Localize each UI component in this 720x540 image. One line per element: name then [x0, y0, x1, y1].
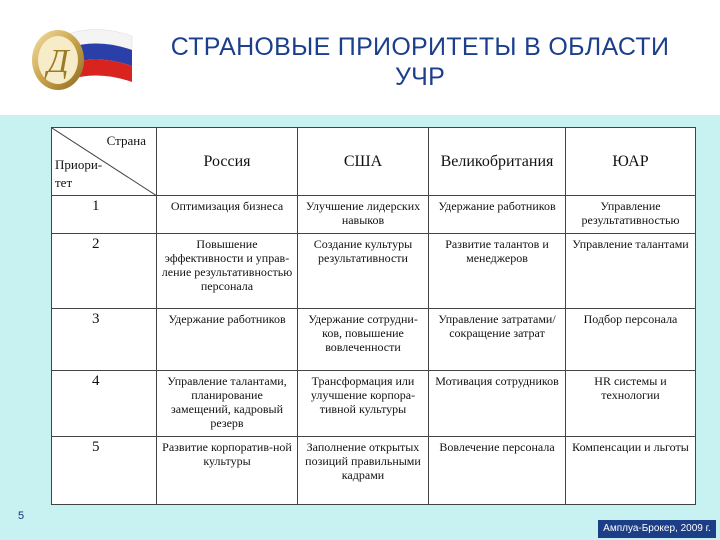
row-number: 3	[52, 309, 157, 371]
row-number: 4	[52, 371, 157, 437]
table-cell: Управление затратами/сокращение затрат	[429, 309, 566, 371]
table-cell: Удержание работников	[157, 309, 298, 371]
table-row	[52, 196, 696, 234]
table-cell: Компенсации и льготы	[566, 437, 696, 505]
table-cell: Управление результативностью	[566, 196, 696, 234]
row-number: 2	[52, 234, 157, 309]
table-cell: HR системы и технологии	[566, 371, 696, 437]
corner-priority-label: Приори- тет	[55, 157, 103, 190]
russia-flag-logo-icon	[28, 20, 140, 96]
table-cell: Удержание работников	[429, 196, 566, 234]
column-header-uk: Великобритания	[429, 128, 566, 196]
table-cell: Улучшение лидерских навыков	[298, 196, 429, 234]
slide-header	[0, 0, 720, 115]
column-header-usa: США	[298, 128, 429, 196]
column-header-south-africa: ЮАР	[566, 128, 696, 196]
slide-title	[140, 32, 700, 92]
title-line-2: УЧР	[394, 63, 446, 91]
table-cell: Мотивация сотрудников	[429, 371, 566, 437]
table-cell: Вовлечение персонала	[429, 437, 566, 505]
row-number: 5	[52, 437, 157, 505]
table-cell: Повышение эффективности и управ-ление результативностью персонала	[157, 234, 298, 309]
table-row	[52, 437, 696, 505]
table-row	[52, 371, 696, 437]
priorities-table	[51, 127, 696, 505]
page-number: 5	[18, 510, 25, 522]
table-cell: Удержание сотрудни-ков, повышение вовлеченности	[298, 309, 429, 371]
table-cell: Подбор персонала	[566, 309, 696, 371]
corner-country-label: Страна	[106, 133, 146, 148]
header-corner-cell	[52, 128, 157, 196]
table-cell: Управление талантами	[566, 234, 696, 309]
column-header-russia: Россия	[157, 128, 298, 196]
table-cell: Заполнение открытых позиций правильными кадрами	[298, 437, 429, 505]
table-cell: Развитие корпоратив-ной культуры	[157, 437, 298, 505]
table-cell: Оптимизация бизнеса	[157, 196, 298, 234]
table-row	[52, 309, 696, 371]
svg-text:Д: Д	[47, 43, 69, 80]
table-cell: Создание культуры результативности	[298, 234, 429, 309]
table-cell: Управление талантами, планирование замещений, кадровый резерв	[157, 371, 298, 437]
table-header-row	[52, 128, 696, 196]
table-cell: Развитие талантов и менеджеров	[429, 234, 566, 309]
table-cell: Трансформация или улучшение корпора-тивной культуры	[298, 371, 429, 437]
title-line-1: СТРАНОВЫЕ ПРИОРИТЕТЫ В ОБЛАСТИ	[170, 33, 670, 61]
row-number: 1	[52, 196, 157, 234]
footer-copyright: Амплуа-Брокер, 2009 г.	[598, 520, 716, 538]
table-row	[52, 234, 696, 309]
